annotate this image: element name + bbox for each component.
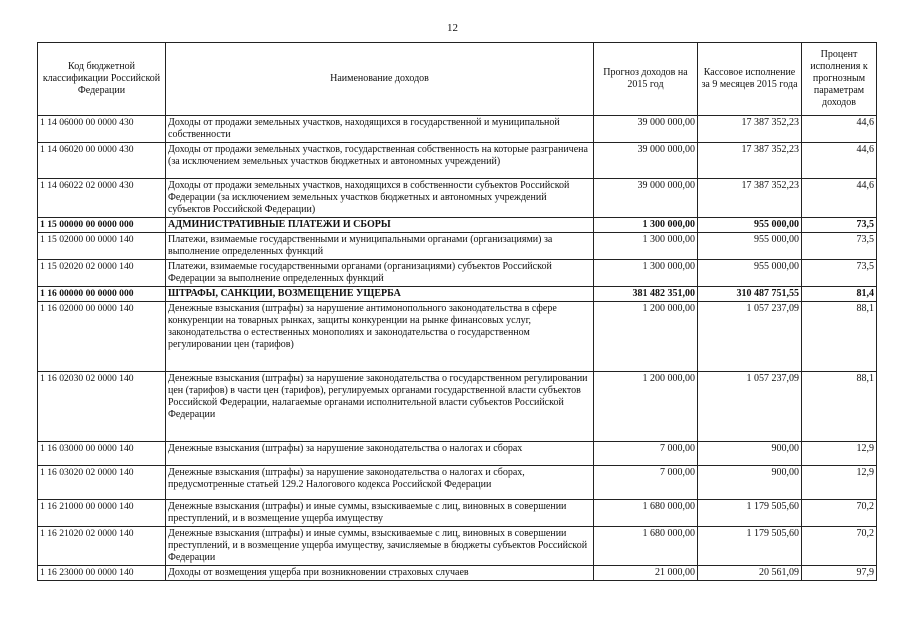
code-cell: 1 15 02000 00 0000 140 [38,233,166,260]
name-cell: Платежи, взимаемые государственными и муниципальными органами (организациями) за выполнение определенных функций [166,233,594,260]
forecast-cell: 1 680 000,00 [594,500,698,527]
percent-cell: 70,2 [802,500,877,527]
table-row [38,218,877,233]
executed-cell: 20 561,09 [698,566,802,581]
percent-cell: 73,5 [802,233,877,260]
table-body [38,116,877,581]
code-cell: 1 15 00000 00 0000 000 [38,218,166,233]
table-row [38,566,877,581]
name-cell: Доходы от продажи земельных участков, государственная собственность на которые разграничена (за исключением земельных участков бюджетных и автономных учреждений) [166,143,594,179]
table-header-row [38,43,877,116]
name-cell: Денежные взыскания (штрафы) за нарушение антимонопольного законодательства в сфере конкуренции на товарных рынках, защиты конкуренции на рынке финансовых услуг, законодательства о естественных монополиях и законодательства о государственном регулировании цен (тарифов) [166,302,594,372]
code-cell: 1 16 03000 00 0000 140 [38,442,166,466]
table-row [38,302,877,372]
table-row [38,527,877,566]
percent-cell: 81,4 [802,287,877,302]
executed-cell: 17 387 352,23 [698,179,802,218]
percent-cell: 88,1 [802,302,877,372]
forecast-cell: 21 000,00 [594,566,698,581]
name-cell: Платежи, взимаемые государственными органами (организациями) субъектов Российской Федерации за выполнение определенных функций [166,260,594,287]
name-cell: Доходы от продажи земельных участков, находящихся в государственной и муниципальной собственности [166,116,594,143]
table-row [38,372,877,442]
forecast-cell: 1 300 000,00 [594,218,698,233]
name-cell: Денежные взыскания (штрафы) и иные суммы, взыскиваемые с лиц, виновных в совершении преступлений, и в возмещение ущерба имуществу, зачисляемые в бюджеты субъектов Российской Федерации [166,527,594,566]
table-row [38,116,877,143]
table-row [38,442,877,466]
header-percent: Процент исполнения к прогнозным параметрам доходов [802,43,877,116]
executed-cell: 310 487 751,55 [698,287,802,302]
code-cell: 1 16 00000 00 0000 000 [38,287,166,302]
code-cell: 1 14 06022 02 0000 430 [38,179,166,218]
code-cell: 1 14 06020 00 0000 430 [38,143,166,179]
percent-cell: 73,5 [802,260,877,287]
name-cell: АДМИНИСТРАТИВНЫЕ ПЛАТЕЖИ И СБОРЫ [166,218,594,233]
executed-cell: 1 057 237,09 [698,372,802,442]
table-row [38,233,877,260]
name-cell: Доходы от возмещения ущерба при возникновении страховых случаев [166,566,594,581]
forecast-cell: 1 300 000,00 [594,260,698,287]
percent-cell: 44,6 [802,179,877,218]
header-name: Наименование доходов [166,43,594,116]
executed-cell: 1 057 237,09 [698,302,802,372]
name-cell: ШТРАФЫ, САНКЦИИ, ВОЗМЕЩЕНИЕ УЩЕРБА [166,287,594,302]
name-cell: Денежные взыскания (штрафы) и иные суммы, взыскиваемые с лиц, виновных в совершении преступлений, и в возмещение ущерба имуществу [166,500,594,527]
table-row [38,287,877,302]
executed-cell: 17 387 352,23 [698,116,802,143]
executed-cell: 955 000,00 [698,260,802,287]
code-cell: 1 16 21020 02 0000 140 [38,527,166,566]
code-cell: 1 16 21000 00 0000 140 [38,500,166,527]
forecast-cell: 7 000,00 [594,442,698,466]
header-code: Код бюджетной классификации Российской Федерации [38,43,166,116]
table-row [38,500,877,527]
code-cell: 1 16 02030 02 0000 140 [38,372,166,442]
percent-cell: 12,9 [802,442,877,466]
header-executed: Кассовое исполнение за 9 месяцев 2015 года [698,43,802,116]
code-cell: 1 14 06000 00 0000 430 [38,116,166,143]
percent-cell: 12,9 [802,466,877,500]
percent-cell: 73,5 [802,218,877,233]
code-cell: 1 16 02000 00 0000 140 [38,302,166,372]
executed-cell: 955 000,00 [698,233,802,260]
percent-cell: 44,6 [802,116,877,143]
forecast-cell: 39 000 000,00 [594,143,698,179]
header-forecast: Прогноз доходов на 2015 год [594,43,698,116]
code-cell: 1 15 02020 02 0000 140 [38,260,166,287]
percent-cell: 44,6 [802,143,877,179]
executed-cell: 955 000,00 [698,218,802,233]
percent-cell: 88,1 [802,372,877,442]
name-cell: Денежные взыскания (штрафы) за нарушение законодательства о налогах и сборах [166,442,594,466]
forecast-cell: 39 000 000,00 [594,179,698,218]
forecast-cell: 381 482 351,00 [594,287,698,302]
forecast-cell: 1 300 000,00 [594,233,698,260]
forecast-cell: 39 000 000,00 [594,116,698,143]
name-cell: Денежные взыскания (штрафы) за нарушение законодательства о государственном регулировании цен (тарифов) в части цен (тарифов), регулируемых органами государственной власти субъектов Российской Федерации, налагаемые органами исполнительной власти субъектов Российской Федерации [166,372,594,442]
page-number: 12 [447,22,458,34]
forecast-cell: 7 000,00 [594,466,698,500]
table-row [38,260,877,287]
table-row [38,179,877,218]
forecast-cell: 1 200 000,00 [594,302,698,372]
forecast-cell: 1 680 000,00 [594,527,698,566]
executed-cell: 900,00 [698,442,802,466]
name-cell: Денежные взыскания (штрафы) за нарушение законодательства о налогах и сборах, предусмотренные статьей 129.2 Налогового кодекса Российской Федерации [166,466,594,500]
executed-cell: 1 179 505,60 [698,527,802,566]
name-cell: Доходы от продажи земельных участков, находящихся в собственности субъектов Российской Федерации (за исключением земельных участков бюджетных и автономных учреждений субъектов Российской Федерации) [166,179,594,218]
executed-cell: 17 387 352,23 [698,143,802,179]
percent-cell: 70,2 [802,527,877,566]
code-cell: 1 16 03020 02 0000 140 [38,466,166,500]
revenue-table [37,42,877,581]
table-row [38,143,877,179]
forecast-cell: 1 200 000,00 [594,372,698,442]
code-cell: 1 16 23000 00 0000 140 [38,566,166,581]
executed-cell: 900,00 [698,466,802,500]
table-row [38,466,877,500]
percent-cell: 97,9 [802,566,877,581]
executed-cell: 1 179 505,60 [698,500,802,527]
